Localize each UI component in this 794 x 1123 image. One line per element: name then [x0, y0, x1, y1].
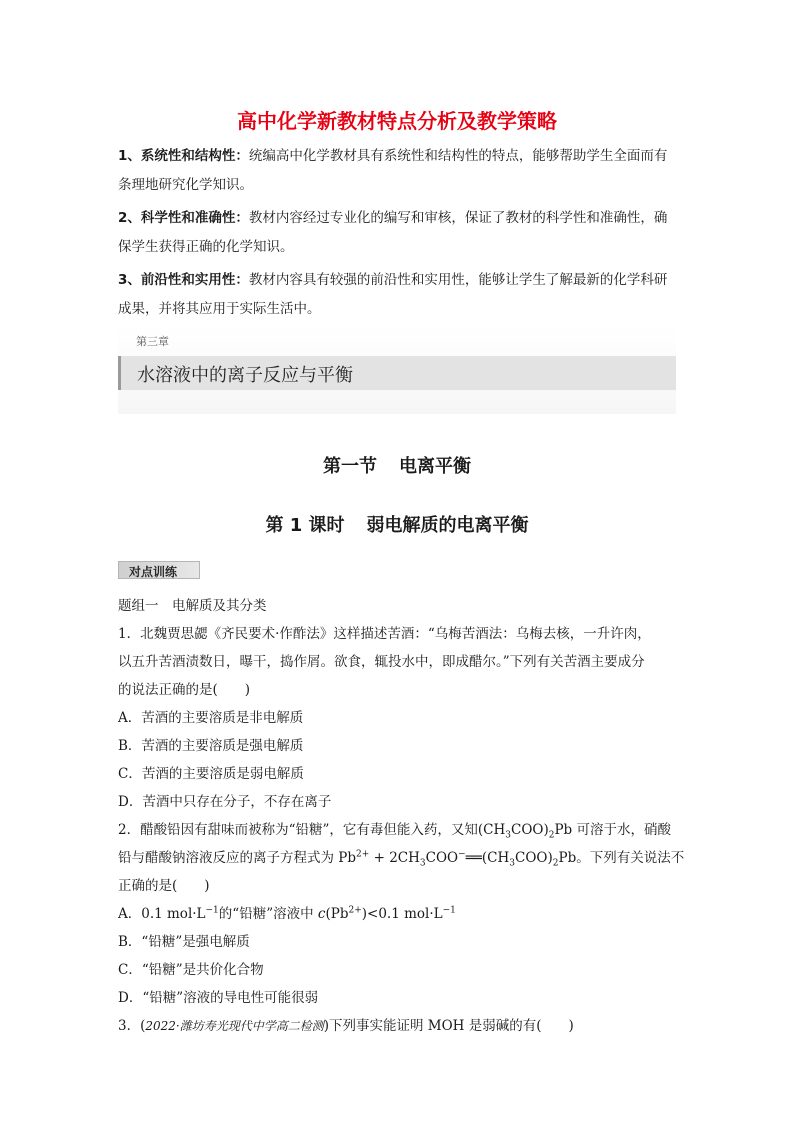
q2-option-a: A．0.1 $mol\cdot L^{-1}$的“铅糖”溶液中 $c(Pb^{2+})<0.1$ $mol\cdot L^{-1}$ — [118, 905, 456, 922]
intro-point-3 — [118, 266, 680, 323]
chapter-bar — [118, 356, 676, 390]
q2-option-c: C．“铅糖”是共价化合物 — [118, 962, 264, 978]
chapter-banner — [118, 326, 676, 414]
lesson-name: 弱电解质的电离平衡 — [366, 515, 529, 536]
main-title: 高中化学新教材特点分析及教学策略 — [237, 109, 557, 133]
intro-lead: 2、科学性和准确性： — [118, 210, 249, 226]
section-title — [0, 452, 794, 478]
practice-tag — [118, 561, 200, 579]
q3-source: 2022·潍坊寿光现代中学高二检测 — [145, 1019, 324, 1033]
q3-stem-line-1: 3．(2022·潍坊寿光现代中学高二检测)下列事实能证明 MOH 是弱碱的有( ) — [118, 1018, 574, 1034]
intro-text: 教材内容经过专业化的编写和审核，保证了教材的科学性和准确性，确保学生获得正确的化学知识。 — [118, 210, 668, 255]
question-body — [118, 592, 685, 1040]
intro-section — [118, 142, 680, 328]
section-name: 电离平衡 — [399, 456, 471, 477]
q1-stem-line-1: 1．北魏贾思勰《齐民要术·作酢法》这样描述苦酒：“乌梅苦酒法：乌梅去核，一升许肉， — [118, 626, 651, 642]
q2-option-d: D．“铅糖”溶液的导电性可能很弱 — [118, 990, 319, 1006]
intro-text: 教材内容具有较强的前沿性和实用性，能够让学生了解最新的化学科研成果，并将其应用于实际生活中。 — [118, 272, 668, 317]
chapter-title: 水溶液中的离子反应与平衡 — [137, 365, 353, 386]
q2-option-b: B．“铅糖”是强电解质 — [118, 934, 250, 950]
q1-stem-line-2: 以五升苦酒渍数日，曝干，捣作屑。欲食，辄投水中，即成醋尔。”下列有关苦酒主要成分 — [118, 654, 645, 670]
q1-option-d: D．苦酒中只存在分子，不存在离子 — [118, 794, 332, 810]
q2-stem-line-3: 正确的是( ) — [118, 878, 210, 894]
group-heading: 题组一 电解质及其分类 — [118, 598, 267, 614]
lesson-number: 第 1 课时 — [265, 515, 345, 536]
section-number: 第一节 — [323, 456, 377, 477]
intro-text: 统编高中化学教材具有系统性和结构性的特点，能够帮助学生全面而有条理地研究化学知识。 — [118, 148, 668, 193]
q1-option-c: C．苦酒的主要溶质是弱电解质 — [118, 766, 304, 782]
intro-point-1 — [118, 142, 680, 199]
intro-lead: 3、前沿性和实用性： — [118, 272, 249, 288]
q2-stem-line-1: 2．醋酸铅因有甜味而被称为“铅糖”，它有毒但能入药，又知$(CH_3COO)_2Pb$ 可溶于水，硝酸 — [118, 822, 671, 841]
practice-tag-label: 对点训练 — [129, 565, 178, 579]
q1-option-b: B．苦酒的主要溶质是强电解质 — [118, 738, 304, 754]
q1-option-a: A．苦酒的主要溶质是非电解质 — [118, 710, 304, 726]
lesson-title — [0, 511, 794, 537]
intro-lead: 1、系统性和结构性： — [118, 148, 249, 164]
chapter-label: 第三章 — [136, 335, 169, 348]
intro-point-2 — [118, 204, 680, 261]
q1-stem-line-3: 的说法正确的是( ) — [118, 682, 251, 698]
q2-stem-line-2: 铅与醋酸钠溶液反应的离子方程式为 $Pb^{2+}$ + $2CH_3COO^-══(CH_3COO)_2Pb$。下列有关说法不 — [118, 849, 685, 869]
